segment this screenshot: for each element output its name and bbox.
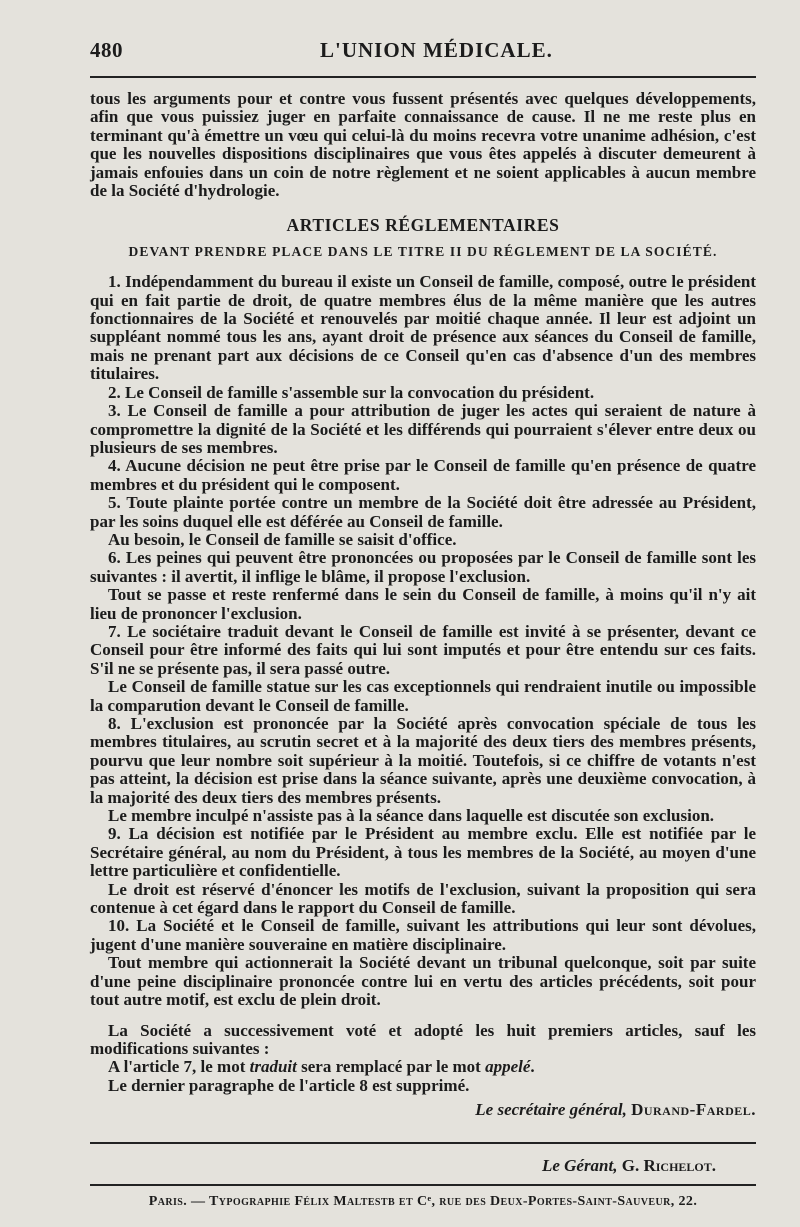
article-paragraph: 8. L'exclusion est prononcée par la Société après convocation spéciale de tous les membres titulaires, au scrutin secret et à la majorité des deux tiers des membres présents, pourvu que leur nombre soit supérieur à la moitié. Toutefois, si ce chiffre de votants n'est pas atteint, la décision est prise dans la séance suivante, après une deuxième convocation, à la majorité des deux tiers des membres présents.	[90, 714, 756, 807]
page-number: 480	[90, 38, 123, 62]
modification-text: sera remplacé par le mot	[296, 1057, 486, 1077]
article-paragraph: 6. Les peines qui peuvent être prononcées ou proposées par le Conseil de famille sont les suivantes : il avertit, il inflige le blâme, il propose l'exclusion.	[90, 548, 756, 586]
gerant-role: Le Gérant,	[541, 1155, 618, 1175]
article-paragraph: 2. Le Conseil de famille s'assemble sur la convocation du président.	[108, 382, 595, 402]
imprint-rule	[90, 1184, 756, 1186]
article-paragraph: 7. Le sociétaire traduit devant le Conseil de famille est invité à se présenter, devant ce Conseil pour être informé des faits qui lui sont imputés et pour être entendu sur ces faits. S'il ne se présente pas, il sera passé outre.	[90, 621, 756, 678]
article-paragraph: Le Conseil de famille statue sur les cas exceptionnels qui rendraient inutile ou impossible la comparution devant le Conseil de famille.	[90, 677, 756, 715]
article-paragraph: 10. La Société et le Conseil de famille, suivant les attributions qui leur sont dévolues, jugent d'une manière souveraine en matière disciplinaire.	[90, 916, 756, 954]
article-paragraph: Au besoin, le Conseil de famille se saisit d'office.	[108, 529, 457, 549]
footer-rule	[90, 1142, 756, 1144]
secretary-signature	[90, 1101, 756, 1119]
article-paragraph: Le droit est réservé d'énoncer les motifs de l'exclusion, suivant la proposition qui sera contenue à cet égard dans le rapport du Conseil de famille.	[90, 879, 756, 918]
modification-text: A l'article 7, le mot	[108, 1057, 250, 1077]
article-paragraph: 4. Aucune décision ne peut être prise par le Conseil de famille qu'en présence de quatre membres et du président qui le composent.	[90, 456, 756, 494]
gerant-name: G. Richelot.	[621, 1155, 716, 1175]
journal-title: L'UNION MÉDICALE.	[320, 38, 553, 62]
article-paragraph: 5. Toute plainte portée contre un membre de la Société doit être adressée au Président, par les soins duquel elle est déférée au Conseil de famille.	[90, 493, 756, 531]
header-rule	[90, 76, 756, 78]
modification-1	[90, 1058, 756, 1076]
signature-name: Durand-Fardel.	[631, 1100, 756, 1120]
article-paragraph: 3. Le Conseil de famille a pour attribution de juger les actes qui seraient de nature à compromettre la dignité de la Société et les différends qui pourraient s'élever entre deux ou plusieurs de ses membres.	[90, 401, 756, 457]
article-paragraph: Tout membre qui actionnerait la Société devant un tribunal quelconque, soit par suite d'une peine disciplinaire prononcée contre lui en vertu des articles précédents, soit pour tout autre motif, est exclu de plein droit.	[90, 953, 756, 1010]
spacer	[90, 1010, 756, 1022]
article-paragraph: Le membre inculpé n'assiste pas à la séance dans laquelle est discutée son exclusion.	[108, 806, 715, 826]
articles-subtitle: DEVANT PRENDRE PLACE DANS LE TITRE II DU RÉGLEMENT DE LA SOCIÉTÉ.	[128, 243, 718, 259]
article-paragraph: 9. La décision est notifiée par le Président au membre exclu. Elle est notifiée par le Secrétaire général, au nom du Président, à tous les membres de la Société, au moyen d'une lettre particulière et confidentielle.	[90, 824, 756, 881]
articles-title: ARTICLES RÉGLEMENTAIRES	[286, 215, 560, 236]
intro-paragraph: tous les arguments pour et contre vous fussent présentés avec quelques développements, afin que vous puissiez juger en parfaite connaissance de cause. Il ne me reste plus en terminant qu'à émettre un vœu qui celui-là du moins recevra votre unanime adhésion, c'est que les nouvelles dispositions disciplinaires que vous êtes appelés à discuter demeurent à jamais enfouies dans un coin de notre règlement et ne soient applicables à aucun membre de la Société d'hydrologie.	[90, 89, 756, 201]
vote-paragraph: La Société a successivement voté et adopté les huit premiers articles, sauf les modifications suivantes :	[90, 1020, 756, 1058]
word-new: appelé	[485, 1057, 531, 1077]
article-paragraph: Tout se passe et reste renfermé dans le sein du Conseil de famille, à moins qu'il n'y ait lieu de prononcer l'exclusion.	[90, 585, 756, 623]
gerant-line	[90, 1156, 756, 1176]
modification-2: Le dernier paragraphe de l'article 8 est supprimé.	[108, 1075, 470, 1095]
page-header	[90, 38, 756, 72]
article-body	[90, 90, 756, 1120]
word-old: traduit	[249, 1057, 297, 1077]
modification-text: .	[530, 1057, 535, 1077]
article-paragraph: 1. Indépendamment du bureau il existe un Conseil de famille, composé, outre le président qui en fait partie de droit, de quatre membres élus de la même manière que les autres fonctionnaires de la Société et renouvelés par moitié chaque année. Il leur est adjoint un suppléant nommé tous les ans, ayant droit de présence aux séances du Conseil de famille, mais ne prenant part aux décisions de ce Conseil qu'en cas d'absence d'un des membres titulaires.	[90, 272, 756, 384]
signature-role: Le secrétaire général,	[475, 1100, 627, 1120]
printer-imprint: Paris. — Typographie Félix Maltestb et Cᵉ, rue des Deux-Portes-Saint-Sauveur, 22.	[148, 1193, 698, 1209]
